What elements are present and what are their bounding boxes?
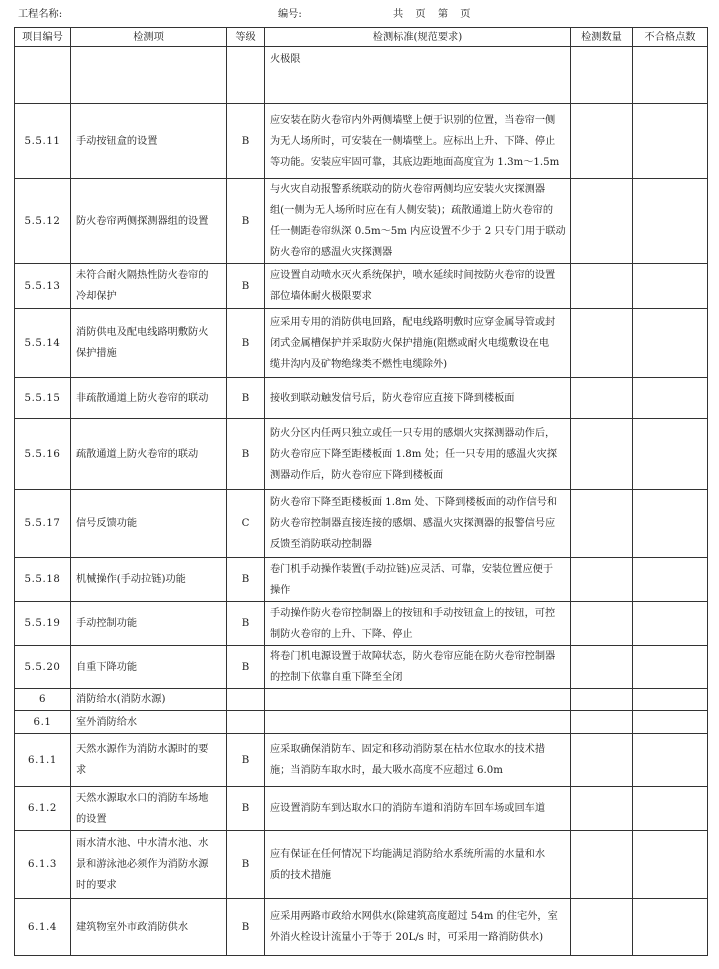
grade-cell [227,711,265,734]
table-body [15,47,708,956]
inspection-count-cell [571,711,633,734]
failed-points-cell [633,419,708,490]
inspection-table [14,27,708,956]
standard-cell [265,378,571,419]
failed-points-cell [633,711,708,734]
item-number-cell: 5.5.13 [15,264,71,309]
inspection-item-cell [71,787,227,831]
standard-line: 防火卷帘应下降至距楼板面 1.8m 处；任一只专用的感温火灾探 [270,448,558,460]
grade-cell: B [227,602,265,646]
table-row [15,602,708,646]
inspection-item-cell [71,602,227,646]
table-row [15,558,708,602]
failed-points-cell [633,104,708,179]
failed-points-cell [633,558,708,602]
inspection-item-cell [71,711,227,734]
standard-line: 等功能。安装应牢固可靠，其底边距地面高度宜为 1.3m～1.5m [270,156,560,168]
item-number-cell: 5.5.15 [15,378,71,419]
standard-line: 将卷门机电源设置于故障状态，防火卷帘应能在防火卷帘控制器 [270,651,556,662]
grade-cell: B [227,831,265,899]
table-header-row [15,28,708,47]
standard-line: 卷门机手动操作装置(手动拉链)应灵活、可靠，安装位置应便于 [270,563,554,575]
grade-cell: B [227,264,265,309]
item-number-cell: 5.5.12 [15,179,71,264]
inspection-item-line: 消防供电及配电线路明敷防火 [76,327,209,338]
standard-cell [265,787,571,831]
inspection-item-cell [71,490,227,558]
inspection-count-cell [571,47,633,104]
standard-line: 应设置消防车到达取水口的消防车道和消防车回车场或回车道 [270,803,546,814]
item-number-cell: 5.5.11 [15,104,71,179]
inspection-item-line: 天然水源作为消防水源时的要 [76,744,209,755]
inspection-item-line: 天然水源取水口的消防车场地 [76,792,209,804]
failed-points-cell [633,602,708,646]
standard-line: 防火卷帘下降至距楼板面 1.8m 处、下降到楼板面的动作信号和 [270,497,558,508]
inspection-count-cell [571,309,633,378]
standard-line: 应采用专用的消防供电回路，配电线路明敷时应穿金属导管或封 [270,316,556,328]
table-row [15,419,708,490]
table-row [15,309,708,378]
inspection-item-line: 室外消防给水 [76,716,138,728]
item-number-cell: 5.5.18 [15,558,71,602]
failed-points-cell [633,264,708,309]
standard-line: 防火卷帘的感温火灾探测器 [270,247,393,258]
standard-line: 手动操作防火卷帘控制器上的按钮和手动按钮盒上的按钮，可控 [270,607,556,619]
table-row [15,899,708,956]
standard-cell [265,558,571,602]
table-row [15,104,708,179]
inspection-item-line: 未符合耐火隔热性防火卷帘的 [76,270,209,281]
table-row [15,378,708,419]
inspection-item-line: 疏散通道上防火卷帘的联动 [76,448,199,460]
inspection-count-cell [571,490,633,558]
inspection-item-cell [71,646,227,689]
grade-cell: B [227,104,265,179]
grade-cell: B [227,646,265,689]
standard-cell [265,646,571,689]
standard-line: 应安装在防火卷帘内外两侧墙壁上便于识别的位置，当卷帘一侧 [270,114,556,126]
inspection-item-cell [71,734,227,787]
table-row [15,787,708,831]
inspection-count-cell [571,378,633,419]
column-header-inspection-count: 检测数量 [571,28,633,47]
table-row [15,831,708,899]
standard-line: 闭式金属槽保护并采取防火保护措施(阻燃或耐火电缆敷设在电 [270,337,550,349]
column-header-failed-points: 不合格点数 [633,28,708,47]
column-header-item-number: 项目编号 [15,28,71,47]
table-row [15,264,708,309]
inspection-count-cell [571,419,633,490]
inspection-item-line: 手动按钮盒的设置 [76,135,158,147]
standard-line: 制防火卷帘的上升、下降、停止 [270,628,413,640]
inspection-count-cell [571,646,633,689]
inspection-item-line: 保护措施 [76,348,117,359]
standard-cell [265,711,571,734]
inspection-item-cell [71,831,227,899]
grade-cell [227,47,265,104]
table-row [15,689,708,711]
grade-cell [227,689,265,711]
item-number-cell: 6.1.1 [15,734,71,787]
item-number-cell: 6.1.4 [15,899,71,956]
inspection-item-cell [71,104,227,179]
inspection-item-line: 信号反馈功能 [76,518,138,529]
grade-cell: B [227,787,265,831]
grade-cell: C [227,490,265,558]
item-number-cell: 5.5.20 [15,646,71,689]
standard-line: 外消火栓设计流量小于等于 20L/s 时，可采用一路消防供水) [270,932,544,943]
inspection-item-cell [71,899,227,956]
table-row [15,490,708,558]
inspection-item-cell [71,558,227,602]
failed-points-cell [633,899,708,956]
inspection-item-line: 冷却保护 [76,291,117,302]
standard-line: 应有保证在任何情况下均能满足消防给水系统所需的水量和水 [270,848,546,860]
item-number-cell: 6.1.2 [15,787,71,831]
standard-line: 火极限 [270,54,301,65]
standard-line: 质的技术措施 [270,869,332,881]
failed-points-cell [633,378,708,419]
project-name-label: 工程名称: [18,9,63,20]
inspection-item-cell [71,689,227,711]
grade-cell: B [227,734,265,787]
table-row [15,47,708,104]
inspection-item-cell [71,264,227,309]
failed-points-cell [633,490,708,558]
failed-points-cell [633,309,708,378]
inspection-count-cell [571,179,633,264]
standard-line: 防火卷帘控制器直接连接的感烟、感温火灾探测器的报警信号应 [270,518,556,529]
inspection-item-cell [71,179,227,264]
standard-cell [265,689,571,711]
item-number-cell [15,47,71,104]
inspection-item-line: 机械操作(手动拉链)功能 [76,574,186,585]
inspection-item-line: 的设置 [76,813,107,825]
item-number-cell: 5.5.19 [15,602,71,646]
standard-line: 接收到联动触发信号后，防火卷帘应直接下降到楼板面 [270,392,515,404]
standard-line: 应采用两路市政给水网供水(除建筑高度超过 54m 的住宅外，室 [270,911,558,922]
inspection-item-line: 建筑物室外市政消防供水 [76,921,189,933]
item-number-cell: 6 [15,689,71,711]
item-number-cell: 5.5.16 [15,419,71,490]
inspection-count-cell [571,831,633,899]
inspection-item-line: 求 [76,765,87,776]
inspection-item-cell [71,419,227,490]
failed-points-cell [633,831,708,899]
standard-cell [265,490,571,558]
grade-cell: B [227,899,265,956]
table-row [15,646,708,689]
item-number-cell: 5.5.17 [15,490,71,558]
standard-cell [265,47,571,104]
failed-points-cell [633,179,708,264]
inspection-count-cell [571,787,633,831]
grade-cell: B [227,558,265,602]
inspection-item-line: 手动控制功能 [76,618,138,629]
failed-points-cell [633,787,708,831]
inspection-item-cell [71,47,227,104]
grade-cell: B [227,309,265,378]
inspection-count-cell [571,899,633,956]
failed-points-cell [633,689,708,711]
grade-cell: B [227,419,265,490]
inspection-count-cell [571,734,633,787]
standard-line: 测器动作后，防火卷帘应下降到楼板面 [270,469,444,481]
column-header-grade: 等级 [227,28,265,47]
inspection-count-cell [571,602,633,646]
standard-line: 防火分区内任两只独立或任一只专用的感烟火灾探测器动作后， [270,427,556,439]
failed-points-cell [633,646,708,689]
standard-cell [265,309,571,378]
failed-points-cell [633,734,708,787]
table-row [15,711,708,734]
inspection-item-line: 时的要求 [76,880,117,891]
column-header-inspection-item: 检测项 [71,28,227,47]
standard-line: 任一侧距卷帘纵深 0.5m～5m 内应设置不少于 2 只专门用于联动 [270,226,566,237]
standard-line: 的控制下依靠自重下降至全闭 [270,672,403,683]
standard-line: 应采取确保消防车、固定和移动消防泵在枯水位取水的技术措 [270,744,546,755]
standard-cell [265,602,571,646]
page-count-label: 共 页 第 页 [393,9,471,20]
inspection-count-cell [571,104,633,179]
column-header-standard: 检测标准(规范要求) [265,28,571,47]
table-row [15,179,708,264]
item-number-cell: 6.1 [15,711,71,734]
standard-cell [265,179,571,264]
table-row [15,734,708,787]
standard-line: 与火灾自动报警系统联动的防火卷帘两侧均应安装火灾探测器 [270,184,546,195]
standard-cell [265,419,571,490]
inspection-item-line: 消防给水(消防水源) [76,694,166,705]
standard-line: 为无人场所时，可安装在一侧墙壁上。应标出上升、下降、停止 [270,135,556,147]
standard-line: 组(一侧为无人场所时应在有人侧安装)；疏散通道上防火卷帘的 [270,205,554,216]
inspection-item-line: 景和游泳池必须作为消防水源 [76,859,209,870]
document-number-label: 编号: [278,9,302,20]
standard-line: 部位墙体耐火极限要求 [270,291,372,302]
inspection-item-line: 自重下降功能 [76,661,138,673]
standard-line: 应设置自动喷水灭火系统保护，喷水延续时间按防火卷帘的设置 [270,270,556,281]
inspection-count-cell [571,689,633,711]
inspection-count-cell [571,264,633,309]
inspection-item-line: 雨水清水池、中水清水池、水 [76,838,209,849]
item-number-cell: 5.5.14 [15,309,71,378]
grade-cell: B [227,179,265,264]
inspection-count-cell [571,558,633,602]
standard-line: 施；当消防车取水时，最大吸水高度不应超过 6.0m [270,765,503,776]
standard-cell [265,104,571,179]
inspection-item-cell [71,309,227,378]
failed-points-cell [633,47,708,104]
grade-cell: B [227,378,265,419]
item-number-cell: 6.1.3 [15,831,71,899]
standard-cell [265,831,571,899]
standard-cell [265,734,571,787]
inspection-item-cell [71,378,227,419]
standard-cell [265,899,571,956]
inspection-item-line: 非疏散通道上防火卷帘的联动 [76,392,209,404]
standard-line: 缆井沟内及矿物绝缘类不燃性电缆除外) [270,358,448,370]
standard-cell [265,264,571,309]
inspection-item-line: 防火卷帘两侧探测器组的设置 [76,215,209,227]
standard-line: 操作 [270,584,291,596]
standard-line: 反馈至消防联动控制器 [270,539,372,550]
